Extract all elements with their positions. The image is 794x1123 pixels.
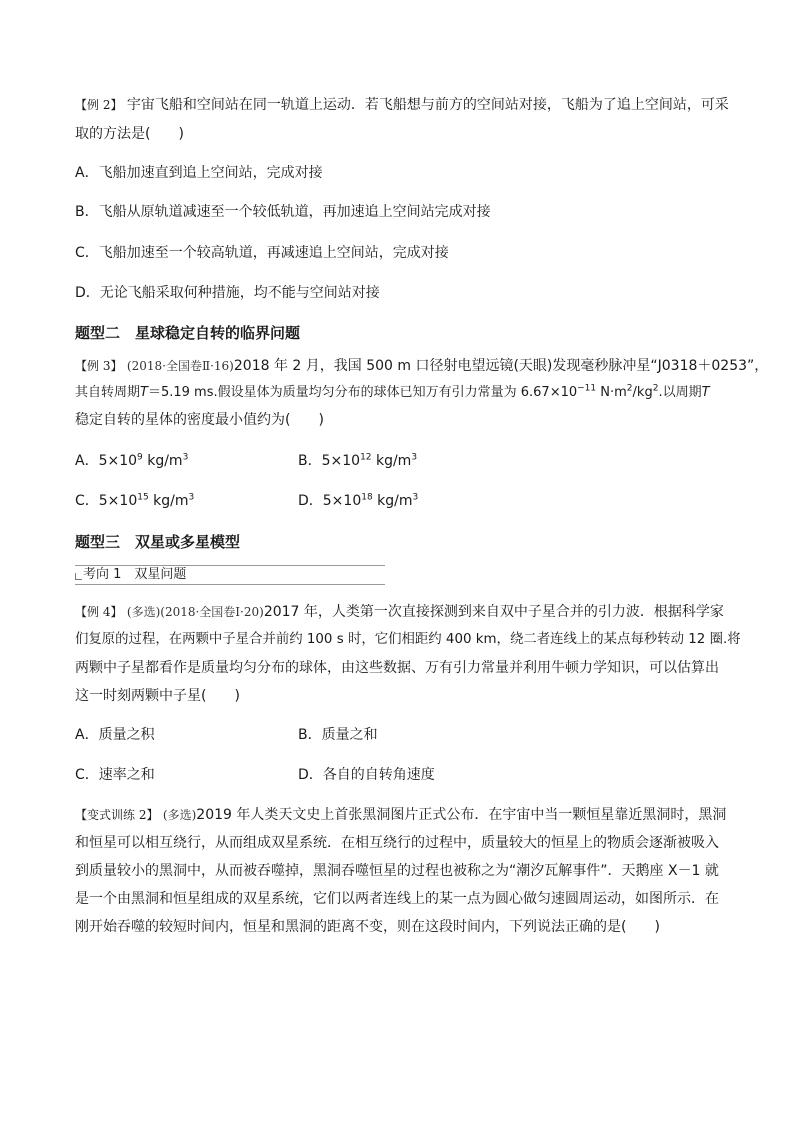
example-3-option-d: D．$5\times 10^{18}$ $kg/m^3$ <box>298 492 419 509</box>
variant-2-source: (多选) <box>162 808 197 822</box>
example-4-option-b: B．质量之和 <box>298 727 378 743</box>
example-4-option-c: C．速率之和 <box>75 767 155 783</box>
example-2-option-b: B．飞船从原轨道减速至一个较低轨道，再加速追上空间站完成对接 <box>75 204 491 220</box>
example-4-stem-line-1: 【例 4】 (多选)(2018·全国卷Ⅰ·20)2017 年，人类第一次直接探测到来自双中子星合并的引力波．根据科学家 <box>75 604 724 620</box>
variant-2-stem-line-5: 刚开始吞噬的较短时间内，恒星和黑洞的距离不变，则在这段时间内，下列说法正确的是( ) <box>75 919 660 935</box>
example-4-option-d: D．各自的自转角速度 <box>298 767 435 783</box>
example-3-source: (2018·全国卷Ⅱ·16) <box>126 359 234 373</box>
example-2-tag: 【例 2】 <box>75 98 123 112</box>
example-4-stem-line-4: 这一时刻两颗中子星( ) <box>75 688 240 704</box>
example-2-option-a: A．飞船加速直到追上空间站，完成对接 <box>75 165 323 181</box>
example-4-stem-line-3: 两颗中子星都看作是质量均匀分布的球体，由这些数据、万有引力常量并利用牛顿力学知识，可以估算出 <box>75 660 719 676</box>
example-3-stem-line-2: 其自转周期T＝5.19 ms.假设星体为质量均匀分布的球体已知万有引力常量为 $6.67\times 10^{-11}$ $N\cdot m^2/kg^2$.以周期T <box>75 383 710 400</box>
example-4-tag: 【例 4】 <box>75 605 123 619</box>
example-4-option-a: A．质量之积 <box>75 727 155 743</box>
example-3-option-a: A．$5\times 10^9$ $kg/m^3$ <box>75 452 189 469</box>
kaoxiang-label: 考向 1 双星问题 <box>83 567 187 582</box>
example-2-stem-line-1: 【例 2】 宇宙飞船和空间站在同一轨道上运动．若飞船想与前方的空间站对接，飞船为了追上空间站，可采 <box>75 97 729 113</box>
variant-2-stem-line-2: 和恒星可以相互绕行，从而组成双星系统．在相互绕行的过程中，质量较大的恒星上的物质会逐渐被吸入 <box>75 835 719 851</box>
example-4-source: (多选)(2018·全国卷Ⅰ·20) <box>126 605 264 619</box>
variant-2-stem-line-4: 是一个由黑洞和恒星组成的双星系统，它们以两者连线上的某一点为圆心做匀速圆周运动，如图所示．在 <box>75 891 719 907</box>
banner-bottom-rule <box>75 584 385 585</box>
example-3-stem-line-3: 稳定自转的星体的密度最小值约为( ) <box>75 412 324 428</box>
section-heading-2: 题型二 星球稳定自转的临界问题 <box>75 324 301 342</box>
variant-2-stem-line-1: 【变式训练 2】 (多选)2019 年人类天文史上首张黑洞图片正式公布．在宇宙中当一颗恒星靠近黑洞时，黑洞 <box>75 807 727 823</box>
variant-2-stem-line-3: 到质量较小的黑洞中，从而被吞噬掉，黑洞吞噬恒星的过程也被称之为“潮汐瓦解事件”．天鹅座 X－1 就 <box>75 863 719 879</box>
corner-mark-icon <box>75 573 82 580</box>
example-3-option-b: B．$5\times 10^{12}$ $kg/m^3$ <box>298 452 418 469</box>
example-3-option-c: C．$5\times 10^{15}$ $kg/m^3$ <box>75 492 195 509</box>
example-2-stem-line-2: 取的方法是( ) <box>75 126 184 142</box>
section-heading-3: 题型三 双星或多星模型 <box>75 533 241 551</box>
example-3-tag: 【例 3】 <box>75 359 123 373</box>
example-2-option-c: C．飞船加速至一个较高轨道，再减速追上空间站，完成对接 <box>75 245 449 261</box>
example-2-option-d: D．无论飞船采取何种措施，均不能与空间站对接 <box>75 285 380 301</box>
example-3-stem-line-1: 【例 3】 (2018·全国卷Ⅱ·16)2018 年 2 月，我国 500 m 口径射电望远镜(天眼)发现毫秒脉冲星“J0318＋0253”， <box>75 358 769 374</box>
example-4-stem-line-2: 们复原的过程，在两颗中子星合并前约 100 s 时，它们相距约 400 km，绕二者连线上的某点每秒转动 12 圈.将 <box>75 632 741 647</box>
kaoxiang-banner <box>75 565 385 585</box>
variant-2-tag: 【变式训练 2】 <box>75 808 159 822</box>
